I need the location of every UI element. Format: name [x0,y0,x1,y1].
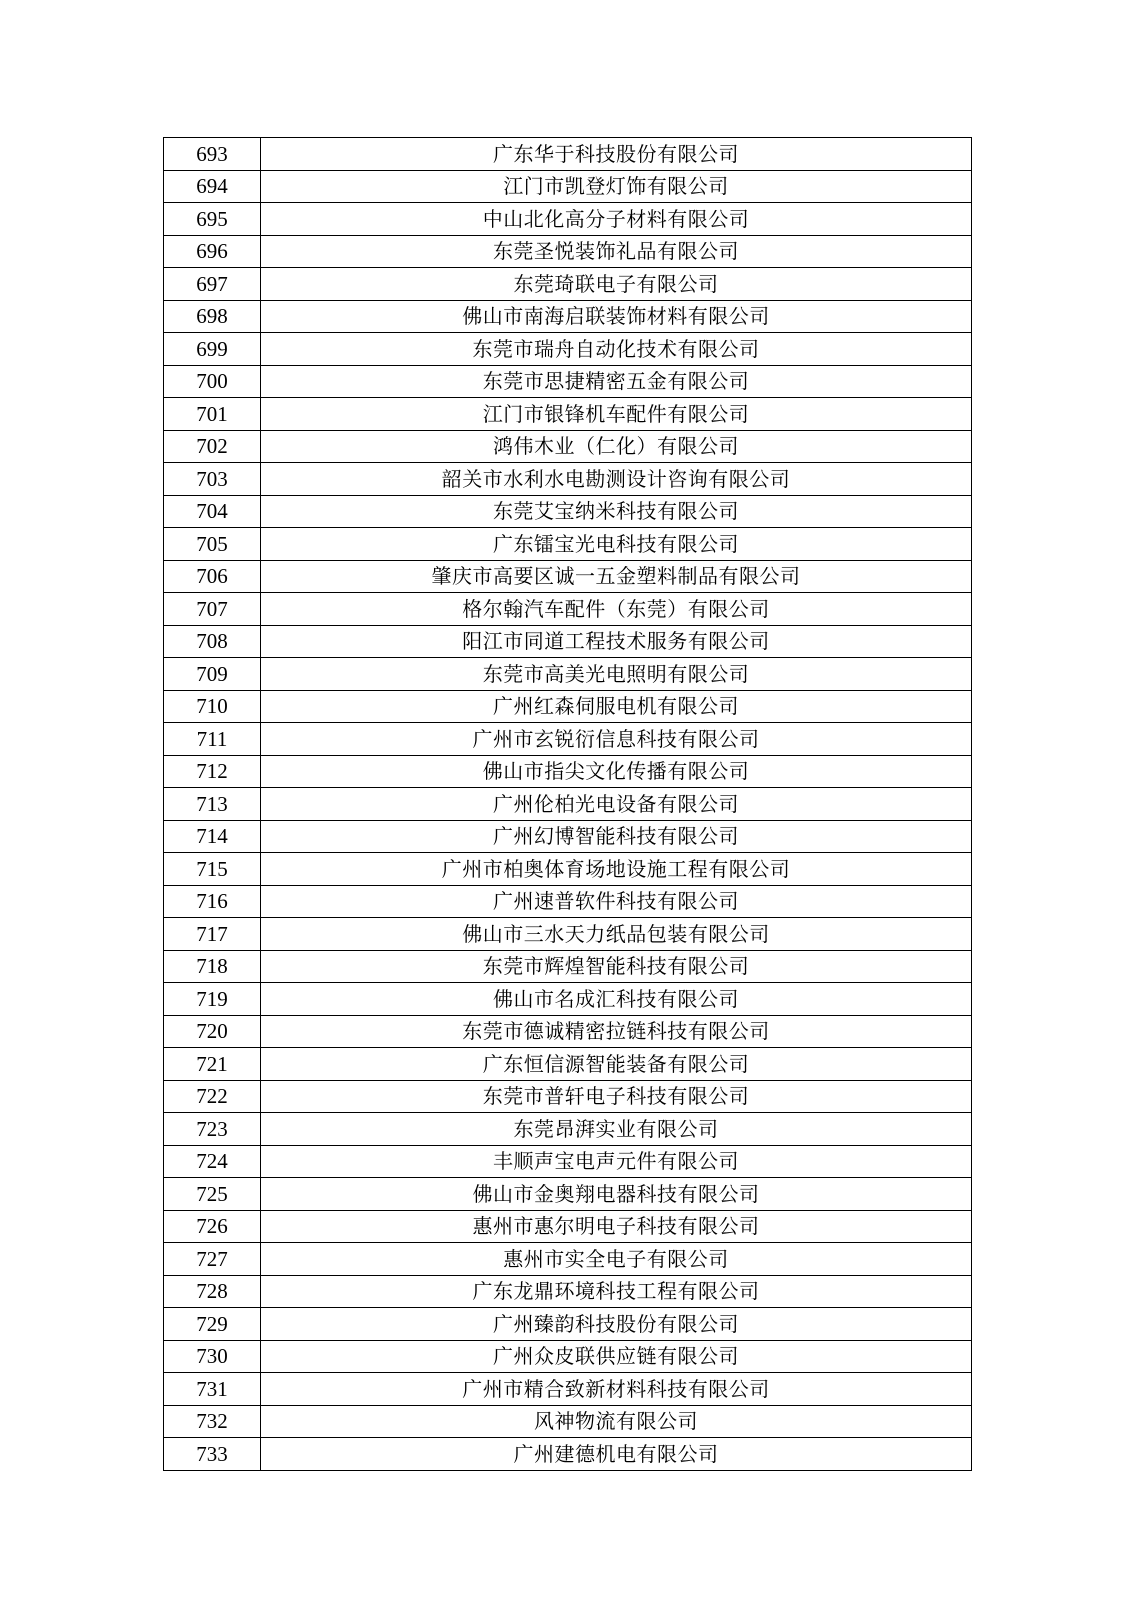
table-row [164,235,972,268]
table-row [164,1113,972,1146]
company-name-cell: 东莞琦联电子有限公司 [261,268,972,301]
row-number-cell: 733 [164,1438,261,1471]
company-name-cell: 韶关市水利水电勘测设计咨询有限公司 [261,463,972,496]
table-row [164,1405,972,1438]
table-row [164,1048,972,1081]
row-number-cell: 705 [164,528,261,561]
row-number-cell: 699 [164,333,261,366]
row-number-cell: 707 [164,593,261,626]
table-row [164,723,972,756]
table-row [164,495,972,528]
company-name-cell: 东莞艾宝纳米科技有限公司 [261,495,972,528]
company-name-cell: 惠州市惠尔明电子科技有限公司 [261,1210,972,1243]
row-number-cell: 724 [164,1145,261,1178]
table-row [164,203,972,236]
company-name-cell: 广东恒信源智能装备有限公司 [261,1048,972,1081]
row-number-cell: 730 [164,1340,261,1373]
table-row [164,333,972,366]
table-row [164,1308,972,1341]
row-number-cell: 703 [164,463,261,496]
row-number-cell: 697 [164,268,261,301]
company-name-cell: 东莞市思捷精密五金有限公司 [261,365,972,398]
table-row [164,560,972,593]
table-row [164,300,972,333]
company-name-cell: 广州速普软件科技有限公司 [261,885,972,918]
company-name-cell: 鸿伟木业（仁化）有限公司 [261,430,972,463]
company-name-cell: 东莞圣悦装饰礼品有限公司 [261,235,972,268]
row-number-cell: 714 [164,820,261,853]
table-row [164,625,972,658]
company-name-cell: 广东镭宝光电科技有限公司 [261,528,972,561]
row-number-cell: 726 [164,1210,261,1243]
company-name-cell: 东莞市高美光电照明有限公司 [261,658,972,691]
company-name-cell: 江门市凯登灯饰有限公司 [261,170,972,203]
company-name-cell: 东莞市辉煌智能科技有限公司 [261,950,972,983]
company-name-cell: 广州建德机电有限公司 [261,1438,972,1471]
company-name-cell: 佛山市指尖文化传播有限公司 [261,755,972,788]
row-number-cell: 704 [164,495,261,528]
row-number-cell: 731 [164,1373,261,1406]
company-name-cell: 广东龙鼎环境科技工程有限公司 [261,1275,972,1308]
company-name-cell: 惠州市实全电子有限公司 [261,1243,972,1276]
company-name-cell: 广州市精合致新材料科技有限公司 [261,1373,972,1406]
company-name-cell: 佛山市金奥翔电器科技有限公司 [261,1178,972,1211]
row-number-cell: 706 [164,560,261,593]
table-row [164,983,972,1016]
company-name-cell: 东莞市普轩电子科技有限公司 [261,1080,972,1113]
company-name-cell: 阳江市同道工程技术服务有限公司 [261,625,972,658]
company-list-table [163,137,972,1471]
company-name-cell: 肇庆市高要区诚一五金塑料制品有限公司 [261,560,972,593]
table-row [164,1178,972,1211]
row-number-cell: 701 [164,398,261,431]
table-row [164,268,972,301]
company-name-cell: 佛山市南海启联装饰材料有限公司 [261,300,972,333]
row-number-cell: 693 [164,138,261,171]
company-name-cell: 东莞市德诚精密拉链科技有限公司 [261,1015,972,1048]
row-number-cell: 698 [164,300,261,333]
table-row [164,1275,972,1308]
row-number-cell: 694 [164,170,261,203]
table-row [164,755,972,788]
table-row [164,690,972,723]
table-row [164,885,972,918]
row-number-cell: 709 [164,658,261,691]
row-number-cell: 711 [164,723,261,756]
table-row [164,918,972,951]
row-number-cell: 719 [164,983,261,1016]
company-name-cell: 广州众皮联供应链有限公司 [261,1340,972,1373]
table-row [164,1145,972,1178]
row-number-cell: 696 [164,235,261,268]
row-number-cell: 713 [164,788,261,821]
table-body [164,138,972,1471]
row-number-cell: 727 [164,1243,261,1276]
row-number-cell: 722 [164,1080,261,1113]
row-number-cell: 721 [164,1048,261,1081]
table-row [164,463,972,496]
row-number-cell: 710 [164,690,261,723]
table-row [164,138,972,171]
table-row [164,788,972,821]
row-number-cell: 718 [164,950,261,983]
table-row [164,853,972,886]
table-row [164,430,972,463]
table-row [164,1438,972,1471]
row-number-cell: 695 [164,203,261,236]
company-name-cell: 广州伦柏光电设备有限公司 [261,788,972,821]
table-row [164,1340,972,1373]
company-name-cell: 广州臻韵科技股份有限公司 [261,1308,972,1341]
company-name-cell: 广州市玄锐衍信息科技有限公司 [261,723,972,756]
table-row [164,950,972,983]
row-number-cell: 732 [164,1405,261,1438]
table-row [164,528,972,561]
company-name-cell: 东莞市瑞舟自动化技术有限公司 [261,333,972,366]
row-number-cell: 715 [164,853,261,886]
row-number-cell: 720 [164,1015,261,1048]
table-row [164,593,972,626]
company-name-cell: 丰顺声宝电声元件有限公司 [261,1145,972,1178]
company-name-cell: 佛山市名成汇科技有限公司 [261,983,972,1016]
table-row [164,1243,972,1276]
company-name-cell: 广东华于科技股份有限公司 [261,138,972,171]
table-row [164,1015,972,1048]
row-number-cell: 702 [164,430,261,463]
table-row [164,365,972,398]
company-name-cell: 广州市柏奥体育场地设施工程有限公司 [261,853,972,886]
table-row [164,398,972,431]
row-number-cell: 723 [164,1113,261,1146]
table-row [164,1210,972,1243]
row-number-cell: 728 [164,1275,261,1308]
company-name-cell: 中山北化高分子材料有限公司 [261,203,972,236]
table-row [164,170,972,203]
row-number-cell: 725 [164,1178,261,1211]
table-row [164,1373,972,1406]
company-name-cell: 佛山市三水天力纸品包装有限公司 [261,918,972,951]
company-name-cell: 东莞昂湃实业有限公司 [261,1113,972,1146]
row-number-cell: 708 [164,625,261,658]
company-name-cell: 风神物流有限公司 [261,1405,972,1438]
company-name-cell: 格尔翰汽车配件（东莞）有限公司 [261,593,972,626]
company-name-cell: 江门市银锋机车配件有限公司 [261,398,972,431]
row-number-cell: 716 [164,885,261,918]
row-number-cell: 717 [164,918,261,951]
table-row [164,658,972,691]
row-number-cell: 700 [164,365,261,398]
row-number-cell: 712 [164,755,261,788]
table-row [164,1080,972,1113]
row-number-cell: 729 [164,1308,261,1341]
table-row [164,820,972,853]
company-name-cell: 广州幻博智能科技有限公司 [261,820,972,853]
company-name-cell: 广州红森伺服电机有限公司 [261,690,972,723]
